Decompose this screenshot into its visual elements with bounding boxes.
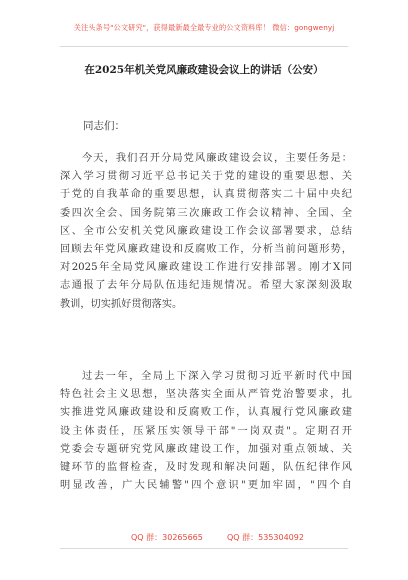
paragraph-line: 今天，我们召开分局党风廉政建设会议，主要任务是： [82, 153, 352, 164]
paragraph-2 [60, 368, 352, 495]
footer-divider [60, 548, 348, 549]
footer-qq-group-2: QQ 群：535304092 [227, 533, 304, 542]
paragraph-line: 委四次全会、国务院第三次廉政工作会议精神、全国、全 [60, 207, 352, 219]
page-title: 在2025年机关党风廉政建设会议上的讲话（公安） [84, 64, 324, 76]
paragraph-line: 过去一年，全局上下深入学习贯彻习近平新时代中国 [82, 371, 352, 382]
footer-qq-group-1: QQ 群：30265665 [131, 533, 203, 542]
paragraph-line: 志通报了去年分局队伍违纪违规情况。希望大家深刻汲取 [60, 280, 352, 292]
paragraph-line: 于党的自我革命的重要思想，认真贯彻落实二十届中央纪 [60, 189, 352, 201]
paragraph-line: 设主体责任，压紧压实领导干部"一岗双责"。定期召开 [60, 425, 352, 437]
paragraph-line: 教训，切实抓好贯彻落实。 [60, 298, 183, 310]
salutation: 同志们： [83, 120, 125, 132]
header-promo-text: 关注头条号"公文研究"，获得最新最全最专业的公文资料库！ 微信：gongwenyj [73, 23, 335, 32]
paragraph-line: 实推进党风廉政建设和反腐败工作，认真履行党风廉政建 [60, 407, 352, 419]
paragraph-line: 明显改善，广大民辅警"四个意识"更加牢固，"四个自 [60, 480, 352, 492]
paragraph-1 [60, 150, 352, 314]
paragraph-line: 对2025年全局党风廉政建设工作进行安排部署。刚才X同 [60, 262, 352, 274]
header-divider [60, 46, 348, 47]
paragraph-line: 特色社会主义思想，坚决落实全面从严管党治警要求，扎 [60, 389, 352, 401]
paragraph-line: 区、全市公安机关党风廉政建设工作会议部署要求，总结 [60, 225, 352, 237]
paragraph-line: 党委会专题研究党风廉政建设工作，加强对重点领域、关 [60, 443, 352, 455]
paragraph-line: 键环节的监督检查，及时发现和解决问题，队伍纪律作风 [60, 461, 352, 473]
paragraph-line: 深入学习贯彻习近平总书记关于党的建设的重要思想、关 [60, 171, 352, 183]
paragraph-line: 回顾去年党风廉政建设和反腐败工作，分析当前问题形势， [60, 243, 352, 255]
